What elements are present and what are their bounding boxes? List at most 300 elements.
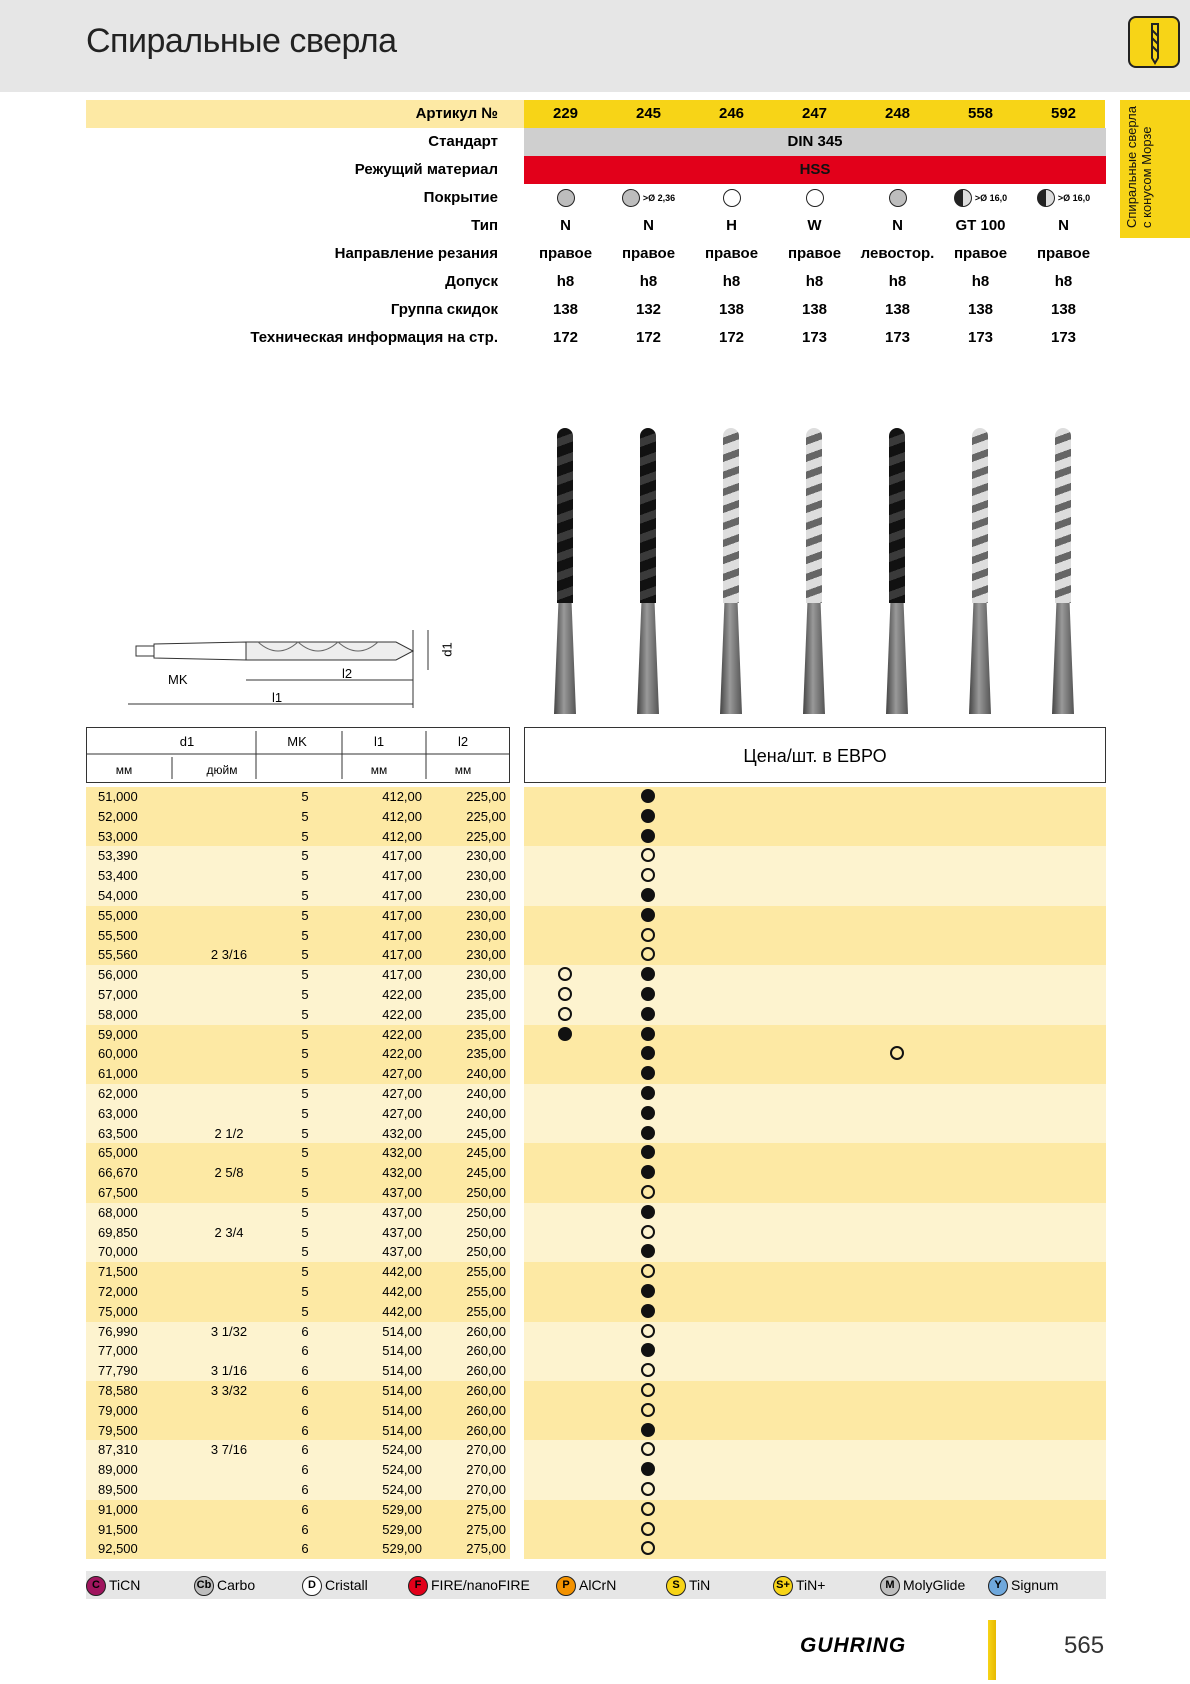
table-row [86,1401,1106,1421]
row-group [86,1025,1106,1084]
cell-d1-mm: 76,990 [98,1323,138,1339]
availability-dot-245 [641,1343,655,1357]
row-group [86,1500,1106,1559]
cell-l1: 422,00 [382,986,422,1002]
availability-dot-245 [641,1145,655,1159]
cell-mk: 5 [301,1224,309,1240]
cell-l1: 514,00 [382,1422,422,1438]
cell-l1: 529,00 [382,1521,422,1537]
cell-d1-mm: 77,790 [98,1363,138,1379]
cell-d1-inch: 3 1/16 [210,1363,248,1379]
spec-discount-cell: 138 [1050,301,1077,318]
cell-d1-mm: 53,000 [98,828,138,844]
availability-dot-245 [641,789,655,803]
availability-dot-245 [641,1442,655,1456]
price-header: Цена/шт. в ЕВРО [524,727,1106,783]
cell-d1-mm: 68,000 [98,1204,138,1220]
availability-dot-245 [641,1106,655,1120]
cell-l2: 260,00 [466,1402,506,1418]
cell-d1-mm: 91,500 [98,1521,138,1537]
cell-l2: 230,00 [466,887,506,903]
coating-icon [954,189,972,207]
coating-badge-icon: S+ [773,1576,793,1596]
legend-item [556,1575,616,1595]
cell-d1-mm: 62,000 [98,1086,138,1101]
drill-photo-245 [636,428,660,714]
table-row [86,1302,1106,1322]
spec-label-discount: Группа скидок [390,301,498,318]
spec-tolerance-cell: h8 [1054,273,1073,290]
cell-mk: 6 [301,1442,309,1458]
cell-l1: 529,00 [382,1541,422,1557]
legend-item [86,1575,140,1595]
cell-mk: 6 [301,1541,309,1557]
cell-l1: 422,00 [382,1026,422,1042]
table-row [86,1203,1106,1223]
table-row [86,1341,1106,1361]
legend-label: Cristall [325,1577,368,1593]
spec-type-cell: GT 100 [955,217,1006,234]
table-row [86,1124,1106,1144]
availability-dot-245 [641,1007,655,1021]
cell-l2: 230,00 [466,907,506,923]
table-row [86,787,1106,807]
cell-l2: 250,00 [466,1224,506,1240]
spec-direction-cell: правое [621,245,676,262]
legend-label: MolyGlide [903,1577,966,1593]
cell-mk: 5 [301,1066,309,1082]
cell-d1-inch: 3 3/32 [210,1383,248,1398]
table-row [86,1025,1106,1045]
brand-accent [988,1620,996,1680]
legend-label: TiCN [109,1577,141,1593]
spec-row-direction [86,240,1106,268]
spec-article-cell: 592 [1022,100,1105,128]
spec-tolerance-cell: h8 [556,273,575,290]
cell-d1-mm: 75,000 [98,1303,138,1319]
cell-l2: 230,00 [466,967,506,983]
cell-l1: 437,00 [382,1204,422,1220]
spec-tolerance-cell: h8 [805,273,824,290]
legend-item [880,1575,965,1595]
diagram-mk-label: MK [168,672,188,687]
spec-label-standard: Стандарт [428,133,498,150]
table-row [86,965,1106,985]
spec-discount-cell: 138 [718,301,745,318]
table-row [86,886,1106,906]
cell-d1-mm: 72,000 [98,1283,138,1299]
header-l1-mm: мм [370,763,388,777]
cell-l1: 427,00 [382,1086,422,1101]
coating-badge-icon: Cb [194,1576,214,1596]
cell-mk: 5 [301,1086,309,1101]
header-l1: l1 [373,734,385,749]
cell-l1: 417,00 [382,848,422,864]
cell-d1-mm: 63,500 [98,1125,138,1141]
cell-l2: 260,00 [466,1363,506,1379]
spec-direction-cell: левостор. [860,245,935,262]
coating-badge-icon: F [408,1576,428,1596]
legend-label: TiN [689,1577,711,1593]
spec-tolerance-cell: h8 [971,273,990,290]
spec-discount-cell: 138 [967,301,994,318]
coating-badge-icon: D [302,1576,322,1596]
drill-diagram [128,620,468,710]
cell-d1-mm: 66,670 [98,1165,138,1181]
spec-label-tolerance: Допуск [445,273,498,290]
cell-l2: 225,00 [466,789,506,804]
cell-d1-mm: 71,500 [98,1264,138,1280]
cell-d1-mm: 69,850 [98,1224,138,1240]
cell-d1-mm: 51,000 [98,789,138,804]
cell-l1: 437,00 [382,1244,422,1260]
coating-icon [806,189,824,207]
cell-mk: 5 [301,868,309,884]
spec-type-cell: N [560,217,571,234]
spec-info-cell: 172 [718,329,745,346]
cell-l1: 417,00 [382,868,422,884]
cell-l1: 427,00 [382,1066,422,1082]
cell-l1: 417,00 [382,907,422,923]
cell-mk: 5 [301,907,309,923]
cell-d1-mm: 79,500 [98,1422,138,1438]
table-row [86,1282,1106,1302]
cell-l2: 230,00 [466,868,506,884]
availability-dot-245 [641,1423,655,1437]
spec-type-cell: N [643,217,654,234]
availability-dot-245 [641,1324,655,1338]
cell-d1-mm: 57,000 [98,986,138,1002]
row-group [86,1322,1106,1381]
coating-badge-icon: Y [988,1576,1008,1596]
cell-mk: 6 [301,1521,309,1537]
availability-dot-245 [641,1383,655,1397]
cell-l1: 437,00 [382,1184,422,1200]
availability-dot-245 [641,829,655,843]
spec-row-article [86,100,1106,128]
spec-discount-cell: 138 [884,301,911,318]
cell-l2: 235,00 [466,986,506,1002]
row-group [86,1143,1106,1202]
availability-dot-245 [641,1205,655,1219]
header-mm: мм [115,763,133,777]
spec-discount-cell: 138 [801,301,828,318]
spec-article-cell: 558 [939,100,1022,128]
availability-dot-245 [641,809,655,823]
cell-mk: 5 [301,1264,309,1280]
cell-d1-inch: 2 3/16 [210,947,248,963]
table-row [86,1480,1106,1500]
spec-info-cell: 173 [1050,329,1077,346]
spec-info-cell: 173 [801,329,828,346]
cell-d1-inch: 3 7/16 [210,1442,248,1458]
spec-type-cell: N [1058,217,1069,234]
cell-l1: 417,00 [382,967,422,983]
legend-label: FIRE/nanoFIRE [431,1577,530,1593]
row-group [86,846,1106,905]
page-number: 565 [1064,1632,1105,1659]
table-row [86,1143,1106,1163]
spec-coating-cell [939,184,1022,212]
spec-direction-cell: правое [704,245,759,262]
cell-l1: 412,00 [382,808,422,824]
brand-logo: GUHRING [800,1634,907,1657]
cell-l1: 432,00 [382,1145,422,1161]
spec-info-cell: 173 [967,329,994,346]
cell-mk: 5 [301,1125,309,1141]
availability-dot-245 [641,908,655,922]
coating-icon [557,189,575,207]
spec-info-cell: 172 [635,329,662,346]
table-row [86,1223,1106,1243]
cell-l1: 427,00 [382,1105,422,1121]
cell-d1-mm: 87,310 [98,1442,138,1458]
legend-item [408,1575,530,1595]
cell-l1: 442,00 [382,1264,422,1280]
spec-label-material: Режущий материал [354,161,498,178]
cell-l2: 275,00 [466,1541,506,1557]
cell-l1: 432,00 [382,1125,422,1141]
coating-icon [723,189,741,207]
cell-mk: 5 [301,1204,309,1220]
table-row [86,827,1106,847]
cell-d1-mm: 77,000 [98,1343,138,1359]
cell-l1: 442,00 [382,1303,422,1319]
cell-l2: 275,00 [466,1521,506,1537]
drill-photo-229 [553,428,577,714]
spec-coating-cell [773,184,856,212]
spec-discount-cell: 138 [552,301,579,318]
coating-note: >Ø 2,36 [642,192,676,203]
spec-tolerance-cell: h8 [722,273,741,290]
table-row [86,1460,1106,1480]
availability-dot-245 [641,987,655,1001]
spec-label-info: Техническая информация на стр. [250,329,498,346]
coating-note: >Ø 16,0 [1057,192,1091,203]
cell-d1-mm: 78,580 [98,1383,138,1398]
spec-coating-cell [524,184,607,212]
spec-material-value: HSS [524,156,1106,184]
coating-icon [1037,189,1055,207]
cell-l2: 230,00 [466,947,506,963]
table-row [86,1163,1106,1183]
spec-standard-value: DIN 345 [524,128,1106,156]
drill-photo-247 [802,428,826,714]
cell-d1-mm: 91,000 [98,1501,138,1517]
coating-icon [622,189,640,207]
header-inch: дюйм [206,763,238,777]
cell-l2: 260,00 [466,1422,506,1438]
spec-article-cell: 245 [607,100,690,128]
spec-row-discount [86,296,1106,324]
table-row [86,1440,1106,1460]
cell-mk: 6 [301,1481,309,1497]
table-row [86,1084,1106,1104]
diagram-l2-label: l2 [342,666,353,681]
spec-coating-cell [607,184,690,212]
spec-label-direction: Направление резания [334,245,498,262]
cell-l2: 240,00 [466,1105,506,1121]
cell-l1: 442,00 [382,1283,422,1299]
legend-item [773,1575,825,1595]
spec-row-standard [86,128,1106,156]
spec-info-cell: 172 [552,329,579,346]
cell-d1-mm: 55,500 [98,927,138,943]
cell-mk: 5 [301,848,309,864]
legend-item [194,1575,255,1595]
availability-dot-245 [641,1284,655,1298]
cell-mk: 5 [301,947,309,963]
table-row [86,985,1106,1005]
availability-dot-245 [641,1066,655,1080]
cell-l2: 245,00 [466,1145,506,1161]
table-row [86,1361,1106,1381]
size-table-header [86,727,510,783]
spec-coating-cell [856,184,939,212]
table-row [86,1262,1106,1282]
availability-dot-245 [641,1522,655,1536]
header-mk: MK [287,734,307,749]
cell-mk: 5 [301,1184,309,1200]
availability-dot-245 [641,888,655,902]
cell-mk: 5 [301,1105,309,1121]
page-title: Спиральные сверла [86,22,397,60]
cell-l2: 260,00 [466,1343,506,1359]
cell-l1: 514,00 [382,1323,422,1339]
cell-mk: 5 [301,986,309,1002]
cell-d1-mm: 65,000 [98,1145,138,1161]
availability-dot-245 [641,1264,655,1278]
cell-d1-mm: 67,500 [98,1184,138,1200]
row-group [86,906,1106,965]
table-row [86,1322,1106,1342]
cell-l2: 240,00 [466,1066,506,1082]
spec-article-cell: 247 [773,100,856,128]
cell-l1: 432,00 [382,1165,422,1181]
cell-l1: 514,00 [382,1383,422,1398]
row-group [86,965,1106,1024]
cell-d1-inch: 2 1/2 [214,1125,244,1141]
cell-l1: 422,00 [382,1006,422,1022]
cell-d1-mm: 61,000 [98,1066,138,1082]
availability-dot-245 [641,1126,655,1140]
cell-mk: 5 [301,927,309,943]
cell-l2: 270,00 [466,1442,506,1458]
cell-d1-inch: 3 1/32 [210,1323,248,1339]
cell-l1: 524,00 [382,1462,422,1478]
availability-dot-245 [641,1225,655,1239]
spec-type-cell: H [726,217,737,234]
cell-d1-mm: 52,000 [98,808,138,824]
table-row [86,926,1106,946]
cell-l2: 245,00 [466,1125,506,1141]
cell-l2: 235,00 [466,1006,506,1022]
cell-mk: 5 [301,828,309,844]
table-row [86,1381,1106,1401]
cell-d1-mm: 56,000 [98,967,138,983]
side-tab-label: Спиральные сверла с конусом Морзе [1124,106,1154,228]
cell-mk: 6 [301,1383,309,1398]
availability-dot-245 [641,1462,655,1476]
table-row [86,1044,1106,1064]
cell-d1-mm: 53,400 [98,868,138,884]
table-row [86,1104,1106,1124]
table-row [86,1421,1106,1441]
cell-mk: 6 [301,1343,309,1359]
cell-mk: 6 [301,1422,309,1438]
spec-row-info [86,324,1106,352]
header-l2: l2 [457,734,469,749]
legend-item [988,1575,1058,1595]
header-d1: d1 [179,734,195,749]
cell-mk: 5 [301,1283,309,1299]
coating-icon [889,189,907,207]
availability-dot-245 [641,967,655,981]
availability-dot-245 [641,1027,655,1041]
drill-photo-246 [719,428,743,714]
availability-dot-245 [641,868,655,882]
table-row [86,1520,1106,1540]
legend-label: AlCrN [579,1577,617,1593]
spec-type-cell: N [892,217,903,234]
spec-article-cell: 229 [524,100,607,128]
cell-d1-mm: 63,000 [98,1105,138,1121]
availability-dot-245 [641,1304,655,1318]
cell-l2: 270,00 [466,1481,506,1497]
table-row [86,1064,1106,1084]
cell-d1-mm: 55,000 [98,907,138,923]
cell-l2: 240,00 [466,1086,506,1101]
cell-mk: 5 [301,1046,309,1062]
cell-l1: 514,00 [382,1363,422,1379]
cell-l1: 417,00 [382,887,422,903]
table-row [86,1005,1106,1025]
cell-d1-mm: 55,560 [98,947,138,963]
spec-direction-cell: правое [787,245,842,262]
spec-label-type: Тип [471,217,498,234]
cell-l1: 524,00 [382,1442,422,1458]
diagram-l1-label: l1 [272,690,283,705]
availability-dot-229 [558,987,572,1001]
table-row [86,846,1106,866]
cell-l2: 235,00 [466,1026,506,1042]
coating-badge-icon: C [86,1576,106,1596]
availability-dot-245 [641,947,655,961]
cell-l2: 255,00 [466,1283,506,1299]
cell-l1: 422,00 [382,1046,422,1062]
cell-mk: 5 [301,1026,309,1042]
legend-label: Signum [1011,1577,1059,1593]
cell-l2: 235,00 [466,1046,506,1062]
table-row [86,1183,1106,1203]
row-group [86,1203,1106,1262]
cell-l1: 412,00 [382,828,422,844]
spec-coating-cell [1022,184,1105,212]
cell-l2: 250,00 [466,1244,506,1260]
availability-dot-245 [641,1502,655,1516]
cell-d1-mm: 70,000 [98,1244,138,1260]
cell-l1: 412,00 [382,789,422,804]
spec-article-cell: 248 [856,100,939,128]
cell-mk: 6 [301,1462,309,1478]
cell-d1-mm: 92,500 [98,1541,138,1557]
cell-mk: 5 [301,1244,309,1260]
spec-row-material [86,156,1106,184]
cell-d1-mm: 79,000 [98,1402,138,1418]
legend-label: TiN+ [796,1577,826,1593]
spec-direction-cell: правое [538,245,593,262]
coating-note: >Ø 16,0 [974,192,1008,203]
